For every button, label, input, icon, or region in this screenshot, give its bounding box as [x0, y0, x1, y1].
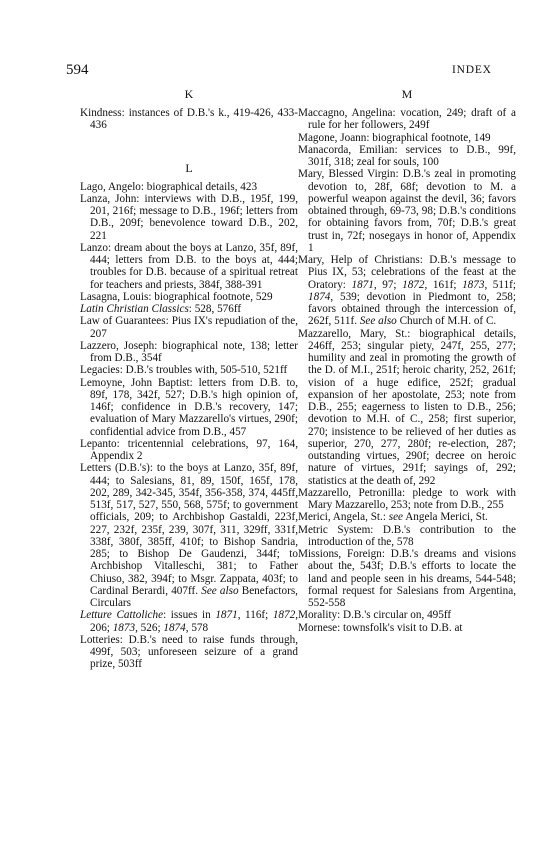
entry-text: Angela Merici, St.	[403, 511, 488, 524]
entry-text: Benefactors, Circulars	[90, 584, 298, 609]
entry-text: , 206;	[90, 609, 298, 634]
index-entry-lemoyne: Lemoyne, John Baptist: letters from D.B. to, 89f, 178, 342f, 527; D.B.'s high opinion of, 146f; confidence in D.B.'s recovery, 147; evaluation of Mary Mazzarello's virtues, 290f; confidential advice from D.B., 457	[80, 376, 298, 438]
year-italic: 1871	[215, 609, 238, 622]
index-entry-lago: Lago, Angelo: biographical details, 423	[80, 180, 258, 193]
index-entry-morality: Morality: D.B.'s circular on, 495ff	[298, 609, 452, 622]
section-letter-l: L	[185, 160, 193, 175]
index-entry-lotteries: Lotteries: D.B.'s need to raise funds through, 499f, 503; unforeseen seizure of a grand prize, 503ff	[80, 633, 298, 671]
entry-text: Mary, Help of Christians: D.B.'s message to Pius IX, 53; celebrations of the feast at the Oratory:	[298, 254, 516, 291]
year-italic: 1871	[351, 278, 374, 291]
index-entry-latin-christian-classics	[80, 303, 298, 315]
see-italic: see	[388, 511, 404, 524]
entry-text: , 161f;	[424, 278, 463, 291]
entry-text: , 511f;	[484, 278, 517, 291]
year-italic: 1872	[272, 609, 296, 622]
entry-text: Church of M.H. of C.	[396, 315, 497, 328]
running-title: INDEX	[452, 64, 492, 76]
year-italic: 1872	[402, 278, 425, 291]
entry-text: , 578	[185, 621, 209, 634]
year-italic: 1873	[462, 278, 485, 291]
index-entry-lasagna: Lasagna, Louis: biographical footnote, 529	[80, 290, 273, 303]
index-entry-mary-blessed-virgin: Mary, Blessed Virgin: D.B.'s zeal in promoting devotion to, 28f, 68f; devotion to M. a powerful weapon against the devil, 36; favors obtained through, 69-73, 98; D.B.'s conditions for obtaining favors from, 70f; D.B.'s great trust in, 72f; nosegays in honor of, Appendix 1	[298, 168, 516, 254]
year-italic: 1874	[163, 621, 186, 634]
index-entry-mazzarello-petronilla: Mazzarello, Petronilla: pledge to work with Mary Mazzarello, 253; note from D.B., 255	[298, 486, 516, 511]
index-entry-mazzarello-mary: Mazzarello, Mary, St.: biographical details, 246ff, 253; singular piety, 247f, 255, 277; humility and zeal in promoting the growth of the D. of M.I., 251f; heroic charity, 252, 261f; vision of a huge edifice, 252f; gradual expansion of her apostolate, 253; note from D.B., 255; eagerness to listen to D.B., 256; devotion to M.H. of C., 258; first superior, 270; insistence to be relieved of her duties as superior, 270, 277, 280f; re-election, 287; outstanding virtues, 290f; decree on heroic nature of virtues, 291f; sayings of, 292; statistics at the death of, 292	[298, 327, 516, 487]
index-entry-metric-system: Metric System: D.B.'s contribution to the introduction of the, 578	[298, 523, 516, 548]
index-entry-manacorda: Manacorda, Emilian: services to D.B., 99f, 301f, 318; zeal for souls, 100	[298, 143, 516, 168]
index-entry-kindness: Kindness: instances of D.B.'s k., 419-426, 433-436	[80, 107, 298, 132]
right-column	[298, 86, 516, 634]
section-letter-m: M	[401, 87, 413, 101]
entry-text: , 97;	[373, 278, 403, 291]
entry-text: : issues in	[163, 609, 216, 622]
index-entry-magone: Magone, Joann: biographical footnote, 149	[298, 131, 491, 144]
entry-title-italic: Letture Cattoliche	[80, 609, 164, 622]
index-entry-law-of-guarantees: Law of Guarantees: Pius IX's repudiation of the, 207	[80, 315, 298, 340]
year-italic: 1874	[308, 290, 331, 303]
index-entry-legacies: Legacies: D.B.'s troubles with, 505-510, 521ff	[80, 364, 288, 377]
index-entry-mary-help-of-christians	[298, 254, 516, 328]
index-entry-mornese: Mornese: townsfolk's visit to D.B. at	[298, 621, 463, 634]
entry-text: : 528, 576ff	[188, 303, 242, 315]
entry-text: , 526;	[135, 621, 164, 634]
page-number: 594	[66, 62, 89, 78]
index-entry-letters	[80, 462, 298, 609]
index-entry-lanza: Lanza, John: interviews with D.B., 195f, 199, 201, 216f; message to D.B., 196f; letters from D.B., 209f; benevolence toward D.B., 202, 221	[80, 192, 298, 242]
index-entry-lanzo: Lanzo: dream about the boys at Lanzo, 35f, 89f, 444; letters from D.B. to the boys at, 444; troubles for D.B. because of a spiritual retreat for teachers and priests, 384f, 388-391	[80, 241, 298, 291]
section-letter-k: K	[184, 87, 194, 101]
see-also-italic: See also	[359, 315, 397, 328]
index-entry-letture-cattoliche	[80, 609, 298, 634]
entry-text: , 539; devotion in Piedmont to, 258; favors obtained through the intercession of, 262f, 511f.	[308, 290, 516, 328]
index-entry-lepanto: Lepanto: tricentennial celebrations, 97, 164, Appendix 2	[80, 437, 298, 462]
left-column	[80, 86, 298, 671]
entry-title-italic: Latin Christian Classics	[80, 303, 189, 315]
index-entry-missions-foreign: Missions, Foreign: D.B.'s dreams and visions about the, 543f; D.B.'s efforts to locate the land and people seen in his dreams, 544-548; formal request for Salesians from Argentina, 552-558	[298, 548, 516, 609]
index-entry-lazzero: Lazzero, Joseph: biographical note, 138; letter from D.B., 354f	[80, 339, 298, 364]
entry-text: Letters (D.B.'s): to the boys at Lanzo, 35f, 89f, 444; to Salesians, 81, 89, 150f, 165f, 178, 202, 289, 342-345, 354f, 356-358, 374, 445ff, 513f, 517, 527, 550, 568, 575f; to government officials, 209; to Archbishop Gastaldi, 223f, 227, 232f, 235f, 239, 307f, 311, 329ff, 331f, 338f, 380f, 385ff, 410f; to Bishop Sandria, 285; to Bishop De Gaudenzi, 344f; to Archbishop Vitalleschi, 381; to Father Chiuso, 382, 394f; to Msgr. Zappata, 403f; to Cardinal Berardi, 407ff.	[80, 462, 298, 597]
index-entry-merici	[298, 511, 516, 523]
entry-text: , 116f;	[237, 609, 273, 622]
year-italic: 1873	[112, 621, 136, 634]
see-also-italic: See also	[201, 584, 239, 597]
entry-text: Merici, Angela, St.:	[298, 511, 389, 524]
index-entry-maccagno: Maccagno, Angelina: vocation, 249; draft of a rule for her followers, 249f	[298, 107, 516, 132]
